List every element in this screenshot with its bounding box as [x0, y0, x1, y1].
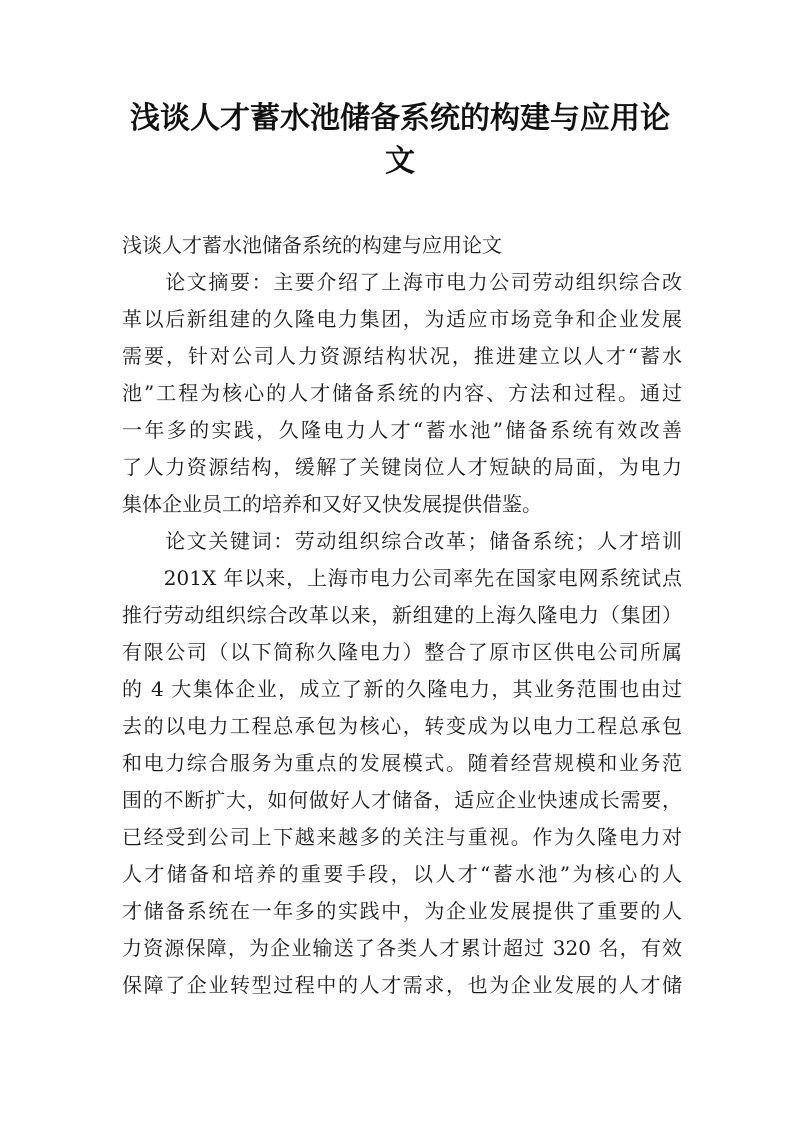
body-line: 去的以电力工程总承包为核心，转变成为以电力工程总承包: [122, 714, 682, 738]
body-line: 和电力综合服务为重点的发展模式。随着经营规模和业务范: [122, 751, 682, 775]
document-title-line-1: 浅谈人才蓄水池储备系统的构建与应用论: [130, 101, 670, 136]
body-line: 推行劳动组织综合改革以来，新组建的上海久隆电力（集团）: [122, 603, 682, 627]
article-heading: 浅谈人才蓄水池储备系统的构建与应用论文: [122, 233, 502, 257]
body-line: 保障了企业转型过程中的人才需求，也为企业发展的人才储: [122, 973, 682, 997]
document-title-line-2: 文: [385, 144, 415, 179]
body-line: 力资源保障，为企业输送了各类人才累计超过 320 名，有效: [122, 936, 682, 960]
body-line: 集体企业员工的培养和又好又快发展提供借鉴。: [122, 492, 542, 516]
body-line: 人才储备和培养的重要手段，以人才“蓄水池”为核心的人: [122, 862, 682, 886]
body-line: 革以后新组建的久隆电力集团，为适应市场竞争和企业发展: [122, 307, 682, 331]
body-line: 有限公司（以下简称久隆电力）整合了原市区供电公司所属: [122, 640, 682, 664]
body-line: 了人力资源结构，缓解了关键岗位人才短缺的局面，为电力: [122, 455, 682, 479]
body-line: 池”工程为核心的人才储备系统的内容、方法和过程。通过: [122, 381, 682, 405]
body-line: 围的不断扩大，如何做好人才储备，适应企业快速成长需要，: [122, 788, 682, 812]
body-line: 需要，针对公司人力资源结构状况，推进建立以人才“蓄水: [122, 344, 682, 368]
keywords-line: 论文关键词：劳动组织综合改革；储备系统；人才培训: [122, 529, 682, 553]
body-line: 才储备系统在一年多的实践中，为企业发展提供了重要的人: [122, 899, 682, 923]
body-line: 已经受到公司上下越来越多的关注与重视。作为久隆电力对: [122, 825, 682, 849]
body-line: 的 4 大集体企业，成立了新的久隆电力，其业务范围也由过: [122, 677, 682, 701]
body-line: 201X 年以来，上海市电力公司率先在国家电网系统试点: [122, 566, 682, 590]
body-line: 论文摘要：主要介绍了上海市电力公司劳动组织综合改: [122, 270, 682, 294]
body-line: 一年多的实践，久隆电力人才“蓄水池”储备系统有效改善: [122, 418, 682, 442]
